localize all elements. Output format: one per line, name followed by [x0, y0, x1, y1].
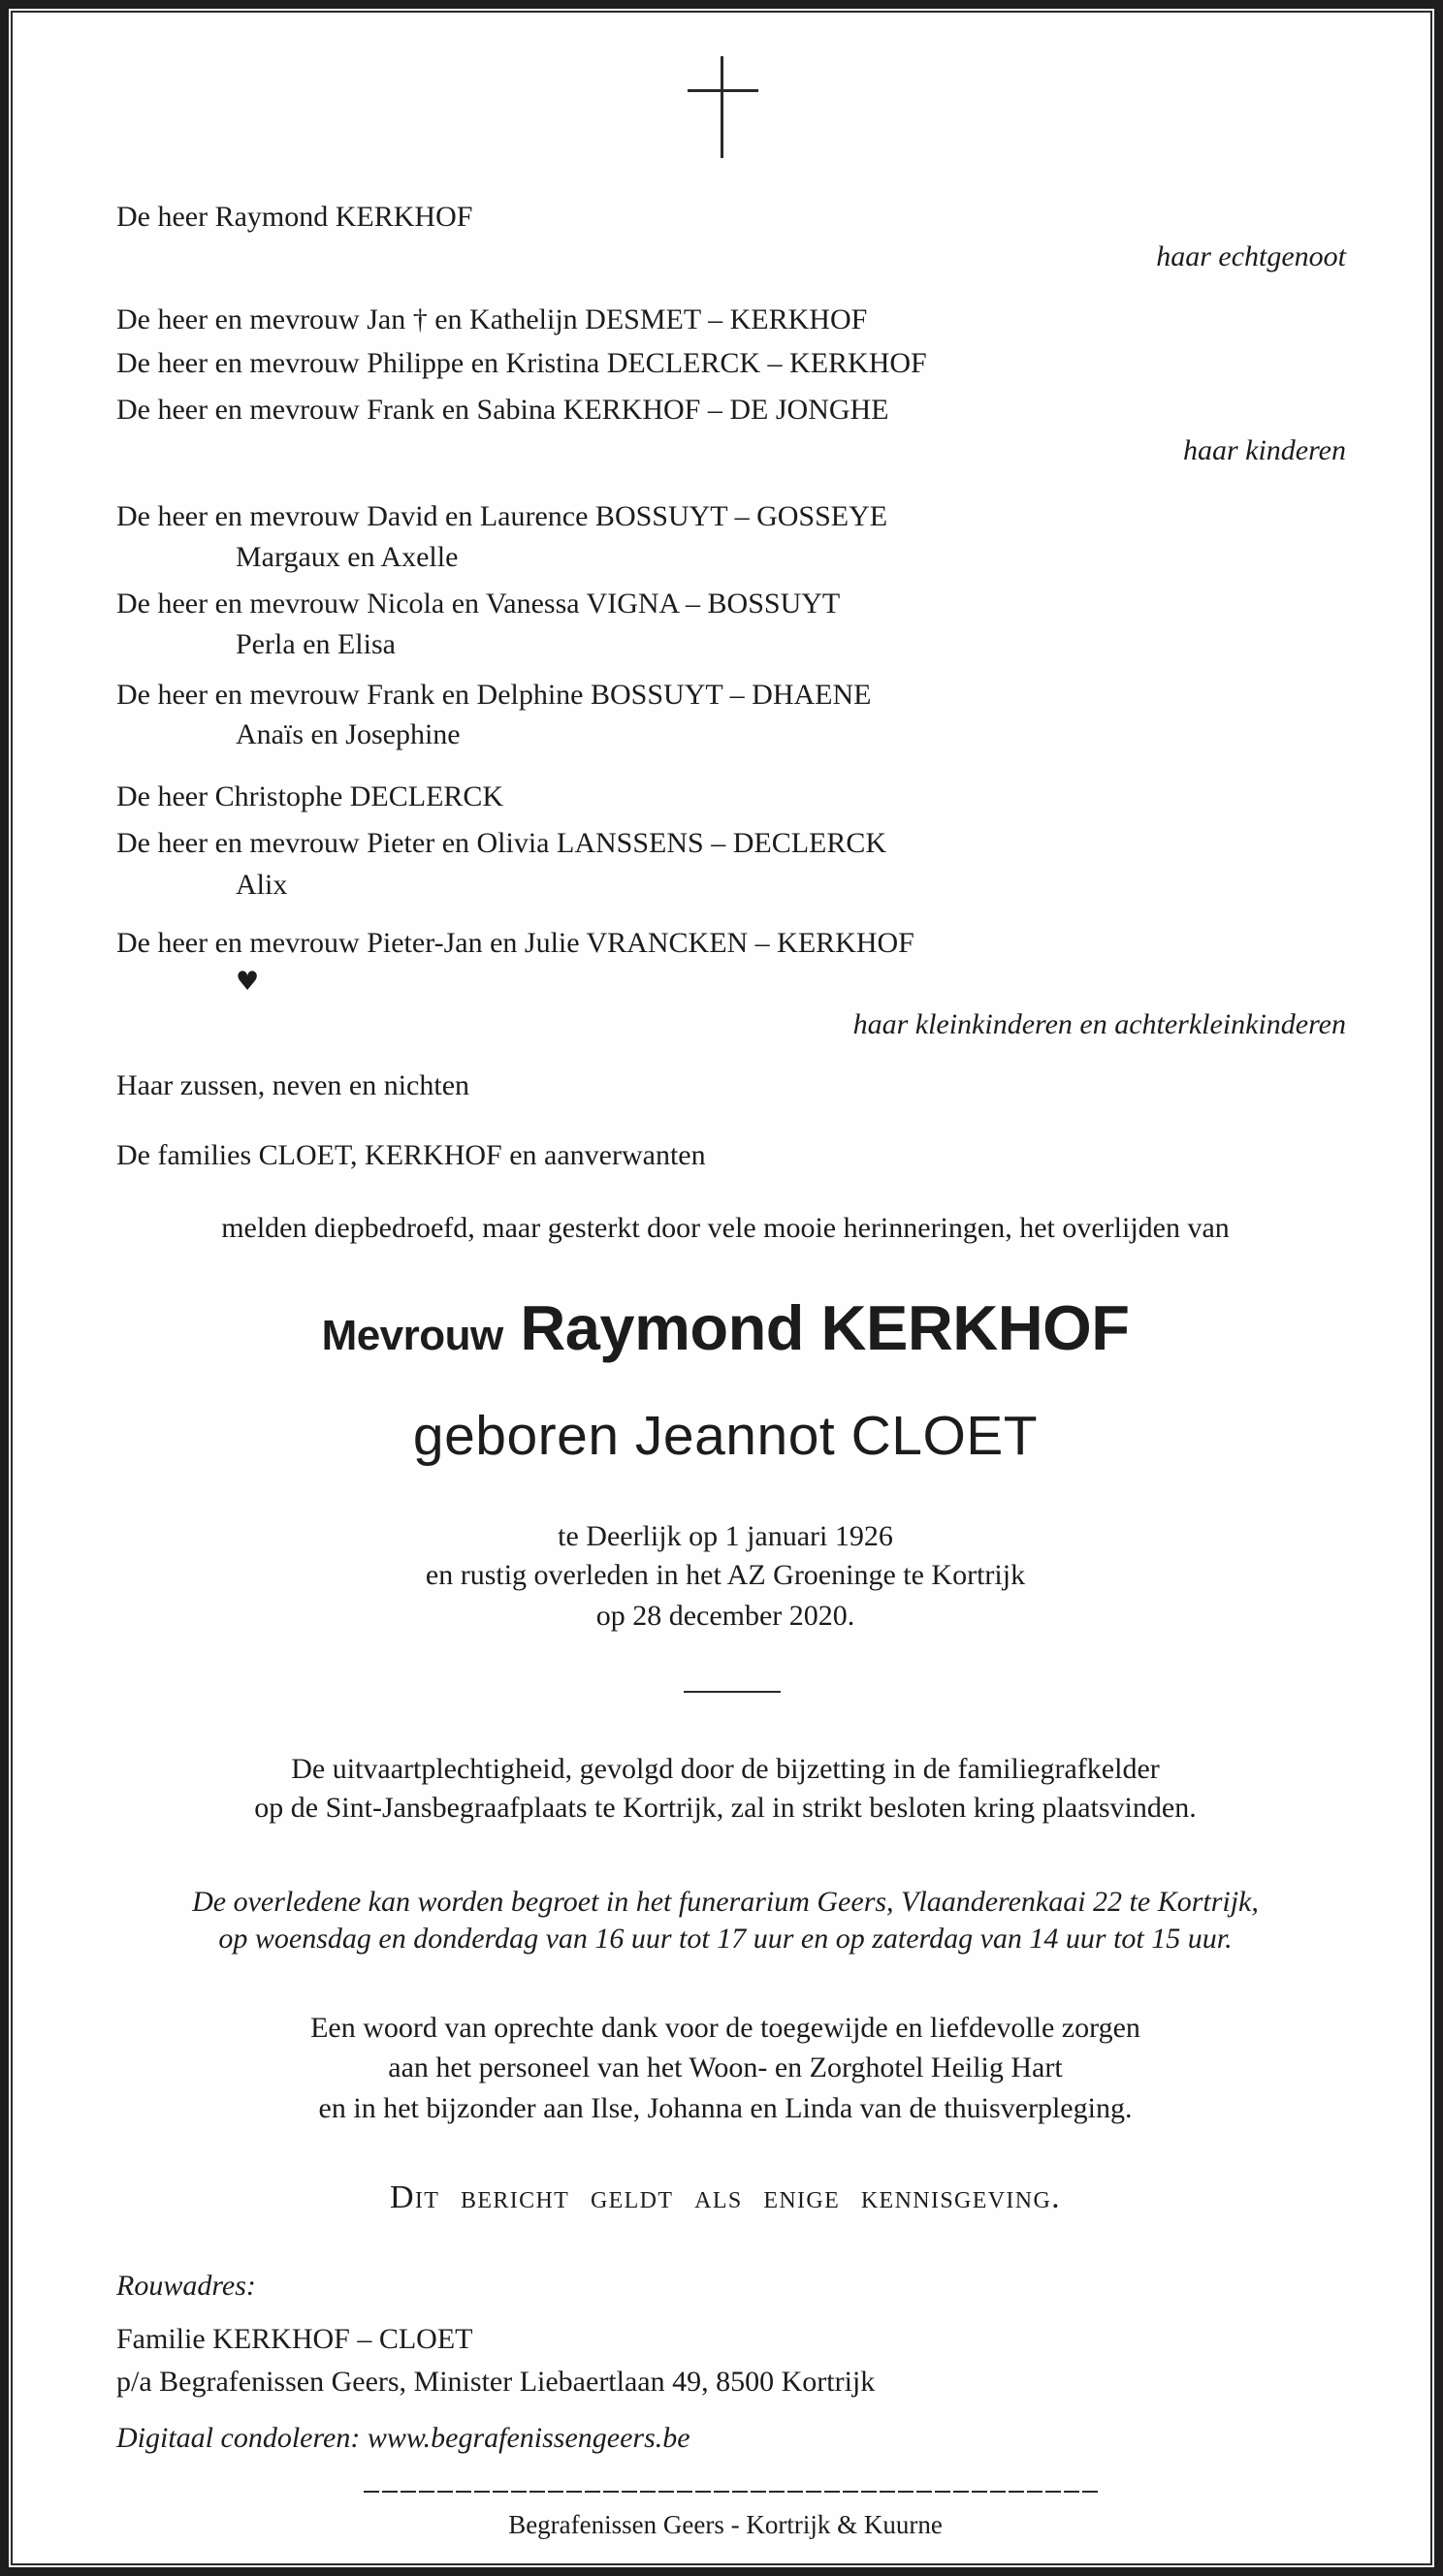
sole-notification-notice: Dit bericht geldt als enige kennisgeving. [389, 2179, 1062, 2215]
role-spouse: haar echtgenoot [1156, 240, 1346, 272]
announcement-intro: melden diepbedroefd, maar gesterkt door vele mooie herinneringen, het overlijden van [221, 1212, 1230, 1244]
mourner-grandchild-2-sub: Perla en Elisa [236, 628, 396, 660]
mourner-grandchild-4: De heer Christophe DECLERCK [116, 780, 504, 812]
life-death-date: op 28 december 2020. [595, 1600, 855, 1632]
mourner-families: De families CLOET, KERKHOF en aanverwanten [116, 1139, 706, 1171]
thanks-line-2: aan het personeel van het Woon- en Zorghotel Heilig Hart [388, 2051, 1063, 2083]
mourner-spouse: De heer Raymond KERKHOF [116, 201, 473, 233]
mourner-child-1: De heer en mevrouw Jan † en Kathelijn DESMET – KERKHOF [116, 303, 868, 335]
deceased-salutation: Mevrouw [321, 1312, 503, 1359]
role-grandchildren: haar kleinkinderen en achterkleinkinderen [852, 1008, 1346, 1040]
footer-rule [364, 2491, 1101, 2493]
heart-icon: ♥ [236, 967, 260, 997]
mourner-child-3: De heer en mevrouw Frank en Sabina KERKHOF – DE JONGHE [116, 394, 889, 426]
life-birth: te Deerlijk op 1 januari 1926 [558, 1520, 893, 1552]
mourning-address-family: Familie KERKHOF – CLOET [116, 2323, 473, 2355]
ceremony-line-1: De uitvaartplechtigheid, gevolgd door de bijzetting in de familiegrafkelder [291, 1753, 1160, 1785]
mourner-grandchild-5: De heer en mevrouw Pieter en Olivia LANSSENS – DECLERCK [116, 827, 887, 859]
mourner-grandchild-6: De heer en mevrouw Pieter-Jan en Julie VRANCKEN – KERKHOF [116, 927, 914, 959]
deceased-maiden-name: geboren Jeannot CLOET [412, 1405, 1039, 1467]
mourner-grandchild-1-sub: Margaux en Axelle [236, 541, 459, 573]
mourning-address-street: p/a Begrafenissen Geers, Minister Liebaertlaan 49, 8500 Kortrijk [116, 2366, 876, 2398]
thanks-line-3: en in het bijzonder aan Ilse, Johanna en Linda van de thuisverpleging. [318, 2092, 1133, 2124]
deceased-name-heading [14, 1291, 1437, 1378]
life-death-place: en rustig overleden in het AZ Groeninge te Kortrijk [425, 1559, 1026, 1591]
mourner-grandchild-2: De heer en mevrouw Nicola en Vanessa VIGNA – BOSSUYT [116, 588, 841, 620]
mourner-child-2: De heer en mevrouw Philippe en Kristina DECLERCK – KERKHOF [116, 347, 927, 379]
thanks-line-1: Een woord van oprechte dank voor de toegewijde en liefdevolle zorgen [310, 2012, 1140, 2044]
visitation-line-1: De overledene kan worden begroet in het funerarium Geers, Vlaanderenkaai 22 te Kortrijk, [192, 1886, 1259, 1918]
digital-condolence-line: Digitaal condoleren: www.begrafenissengeers.be [116, 2422, 690, 2454]
mourner-grandchild-1: De heer en mevrouw David en Laurence BOSSUYT – GOSSEYE [116, 500, 888, 532]
undertaker-name: Begrafenissen Geers - Kortrijk & Kuurne [508, 2510, 943, 2539]
mourning-address-label: Rouwadres: [116, 2270, 256, 2302]
visitation-line-2: op woensdag en donderdag van 16 uur tot 17 uur en op zaterdag van 14 uur tot 15 uur. [218, 1923, 1233, 1955]
mourner-relatives: Haar zussen, neven en nichten [116, 1069, 470, 1101]
mourner-grandchild-5-sub: Alix [236, 869, 288, 901]
deceased-name: Raymond KERKHOF [520, 1292, 1130, 1363]
mourner-grandchild-3-sub: Anaïs en Josephine [236, 718, 461, 750]
role-children: haar kinderen [1182, 434, 1346, 466]
mourner-grandchild-3: De heer en mevrouw Frank en Delphine BOSSUYT – DHAENE [116, 679, 872, 711]
ceremony-line-2: op de Sint-Jansbegraafplaats te Kortrijk, zal in strikt besloten kring plaatsvinden. [254, 1792, 1197, 1824]
separator-rule [684, 1691, 781, 1693]
